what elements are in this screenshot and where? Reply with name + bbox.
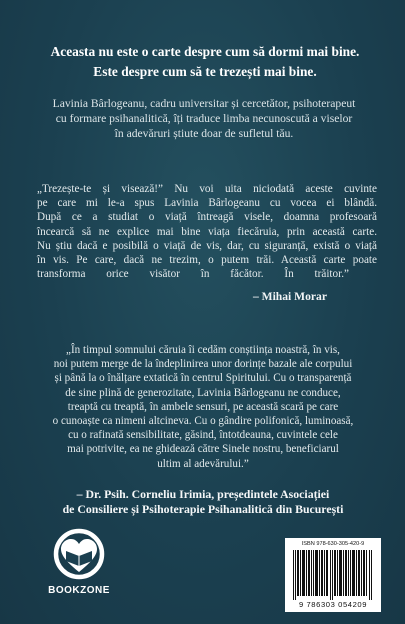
author-intro [26,96,382,141]
publisher-name: BOOKZONE [48,585,110,596]
quote-line: treaptă cu treaptă, în ambele sensuri, pe această scară pe care [67,400,339,413]
lead-line: Este despre cum să te trezești mai bine. [93,64,317,79]
quote-line: și până la o înălțare extatică în centrul Spiritului. Cu o transparență [54,372,352,385]
quote-line: „În timpul somnului căruia îi cedăm conștiința noastră, în vis, [66,344,340,356]
heart-book-icon [42,525,116,585]
author-line: – Dr. Psih. Corneliu Irimia, președintele Asociației [76,487,330,501]
quote-line: de sine plină de generozitate, Lavinia Bârlogeanu ne conduce, [65,386,341,399]
barcode-number: 9 786303 054209 [298,600,368,609]
quote-line: „Trezește-te și visează!” Nu voi uita niciodată aceste cuvinte [37,183,377,195]
endorsement-quote-1 [37,182,377,281]
quote-line: o cunoaște ca nimeni altcineva. Cu o gândire polifonică, luminoasă, [52,415,354,428]
quote-line: încearcă să ne explice mai bine viața fiecăruia, prin această carte. [37,225,377,238]
quote-line: După ce a studiat o viață întreagă visele, doamna profesoară [37,211,377,224]
quote-line: noi putem merge de la îndeplinirea unor dorințe bazale ale corpului [53,358,353,371]
lead-statement [30,42,380,82]
quote-line: Nu știu dacă e posibilă o viață de vis, dar, cu siguranță, există o viață [37,239,377,252]
isbn-label: ISBN 978-630-305-420-9 [301,541,365,547]
isbn-barcode [285,538,381,612]
endorsement-quote-2 [28,343,378,471]
quote-line: în vis. Pe care, dacă ne trezim, o putem trăi. Această carte poate [37,254,377,267]
quote-line: cu o rafinată sensibilitate, găsind, întotdeauna, cuvintele cele [68,429,338,442]
author-line: de Consiliere și Psihoterapie Psihanalitică din București [62,502,344,516]
quote-1-author: – Mihai Morar [252,290,327,303]
quote-line: ultim al adevărului.” [157,457,249,470]
quote-line: transforma orice visător în făcător. În trăitor.” [37,268,349,281]
barcode-bars [293,550,373,600]
intro-line: în adevăruri știute doar de sufletul tău. [114,127,294,140]
quote-line: pe care mi le-a spus Lavinia Bârlogeanu cu vocea ei blândă. [37,197,377,210]
intro-line: Lavinia Bârlogeanu, cadru universitar și cercetător, psihoterapeut [52,97,356,110]
lead-line: Aceasta nu este o carte despre cum să dormi mai bine. [50,44,360,59]
intro-line: cu formare psihanalitică, îți traduce limba necunoscută a viselor [55,112,353,125]
quote-line: mai potrivite, ea ne ghidează către Sinele nostru, beneficiarul [67,443,339,456]
quote-2-author [18,487,388,517]
